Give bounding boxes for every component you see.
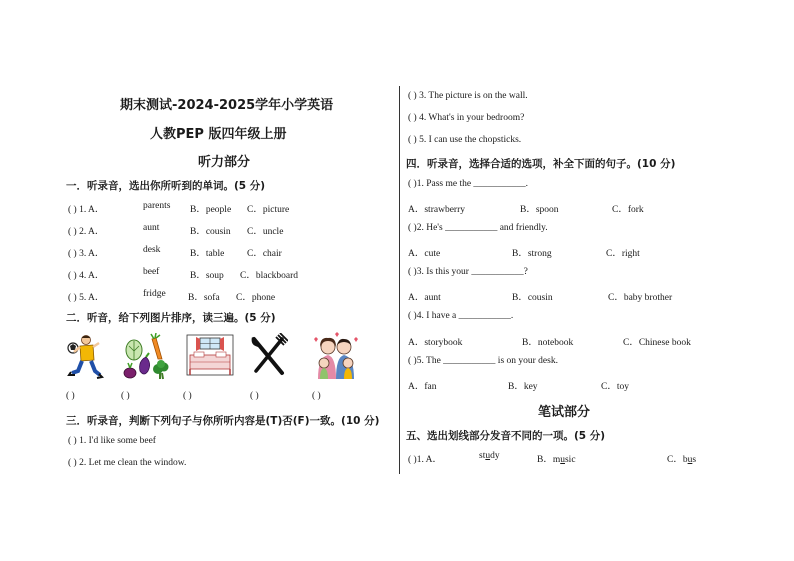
list-item: ( ) 3. The picture is on the wall. bbox=[408, 91, 528, 101]
answer-blank[interactable]: ( ) bbox=[250, 391, 259, 401]
page-subtitle: 人教PEP 版四年级上册 bbox=[150, 127, 287, 142]
answer-blank[interactable]: ( ) bbox=[312, 391, 321, 401]
family-icon bbox=[308, 331, 364, 381]
option-b: B．music bbox=[537, 455, 576, 465]
soccer-player-icon bbox=[66, 333, 106, 381]
answer-blank[interactable]: ( ) bbox=[121, 391, 130, 401]
answer-blank[interactable]: ( ) bbox=[183, 391, 192, 401]
section-5-heading: 五、选出划线部分发音不同的一项。(5 分) bbox=[406, 430, 606, 442]
knife-fork-icon bbox=[248, 333, 288, 377]
vegetables-icon bbox=[122, 333, 174, 381]
answer-blank[interactable]: ( ) bbox=[66, 391, 75, 401]
bedroom-icon bbox=[186, 333, 234, 379]
writing-heading: 笔试部分 bbox=[538, 405, 591, 420]
section-2-heading: 二．听音，给下列图片排序，读三遍。(5 分) bbox=[66, 312, 276, 324]
section-1-heading: 一．听录音，选出你所听到的单词。(5 分) bbox=[66, 180, 266, 192]
listening-heading: 听力部分 bbox=[198, 155, 251, 170]
list-item: ( ) 1. I'd like some beef bbox=[68, 436, 156, 446]
column-divider bbox=[399, 86, 400, 474]
list-item: ( ) 5. I can use the chopsticks. bbox=[408, 135, 522, 145]
section-4-heading: 四．听录音，选择合适的选项，补全下面的句子。(10 分) bbox=[406, 158, 676, 170]
list-item: ( ) 2. Let me clean the window. bbox=[68, 458, 187, 468]
option-c: C．bus bbox=[667, 455, 697, 465]
list-item: ( ) 4. What's in your bedroom? bbox=[408, 113, 525, 123]
page-title: 期末测试-2024-2025学年小学英语 bbox=[120, 98, 334, 113]
section-3-heading: 三．听录音，判断下列句子与你所听内容是(T)否(F)一致。(10 分) bbox=[66, 415, 380, 427]
option-a: study bbox=[479, 451, 500, 461]
